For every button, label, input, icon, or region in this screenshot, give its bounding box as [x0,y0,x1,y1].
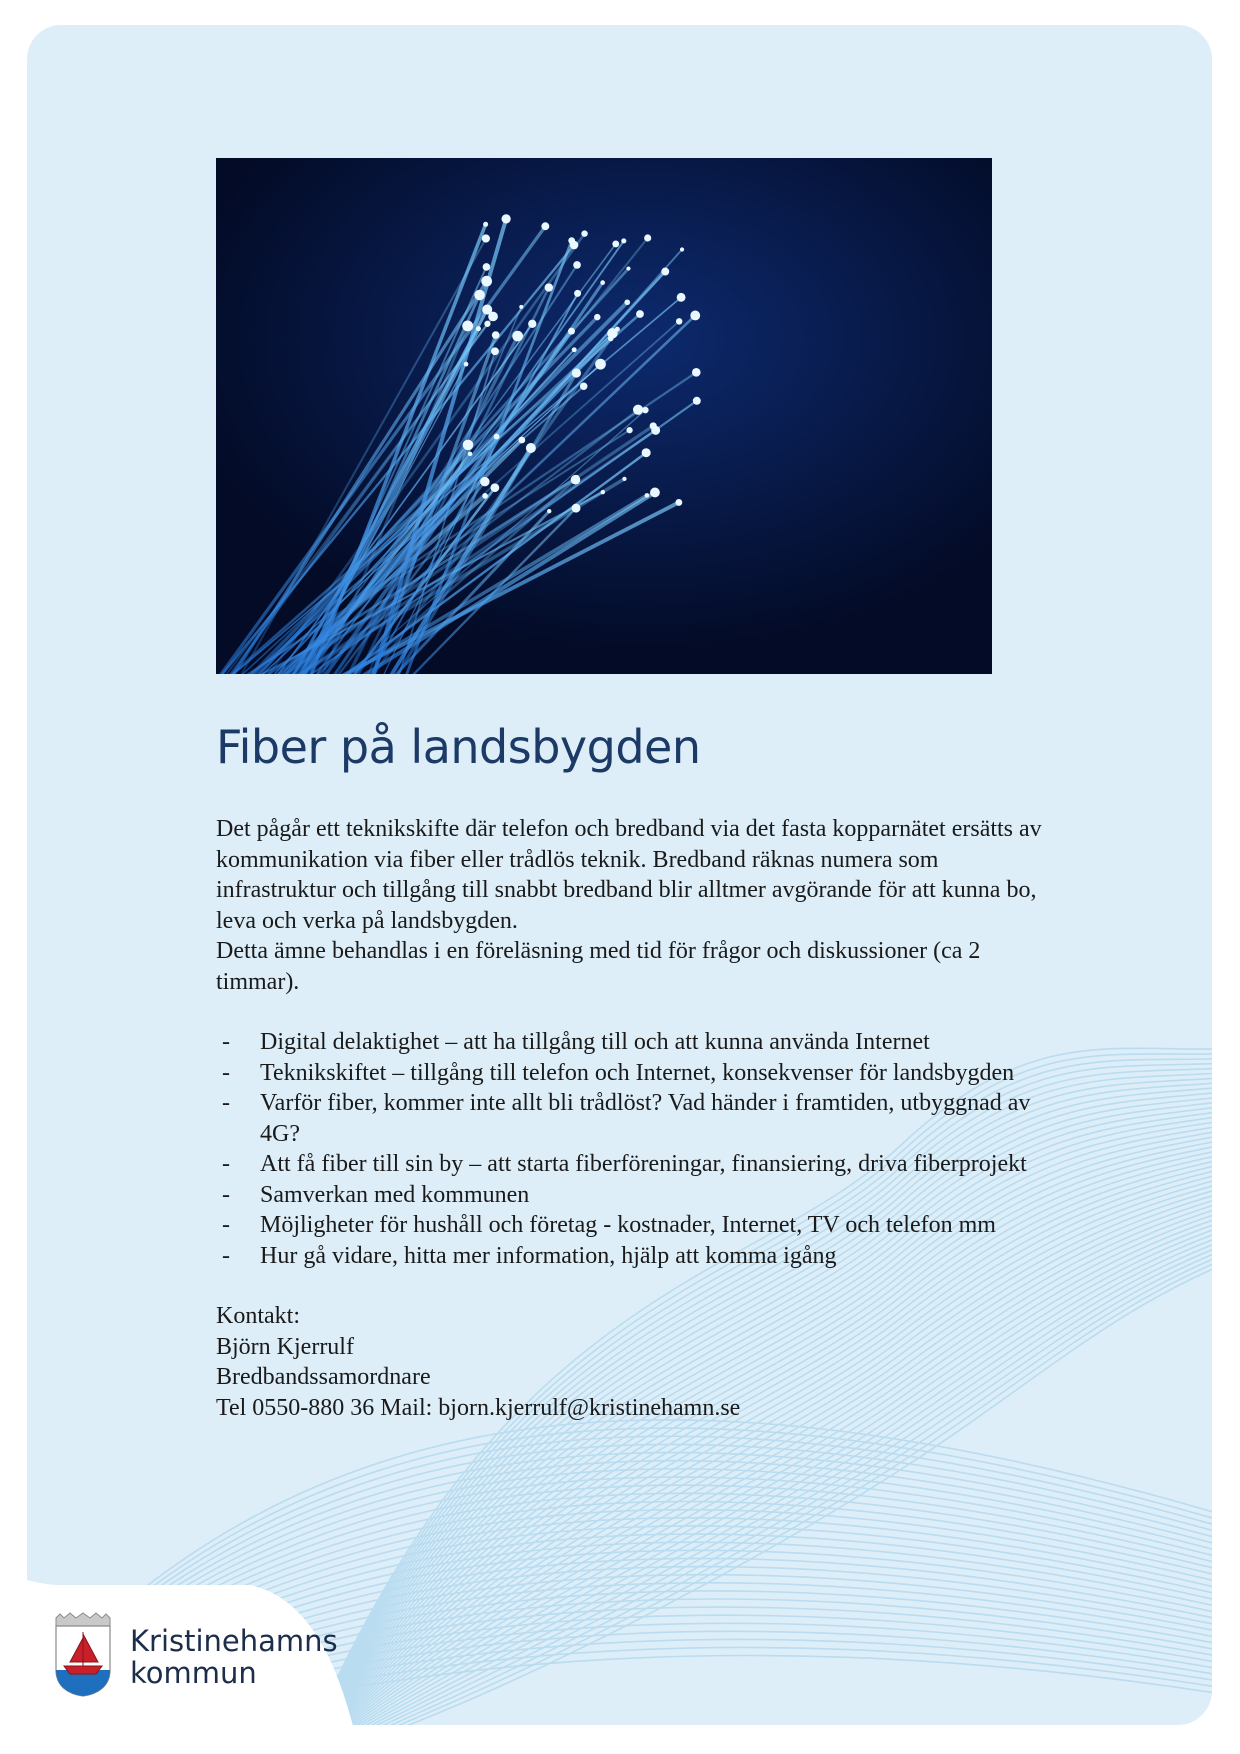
fiber-tip [568,237,575,244]
fiber-tip [568,328,575,335]
fiber-tip [621,238,626,243]
fiber-tip [492,331,500,339]
fiber-tip [528,320,536,328]
contact-name: Björn Kjerrulf [216,1333,354,1360]
logo-text [130,1625,338,1689]
fiber-tip [572,368,581,377]
logo-line-2: kommun [130,1656,257,1690]
fiber-tip [574,475,580,481]
fiber-tip [573,261,581,269]
fiber-tip [483,222,488,227]
fiber-tip [480,477,489,486]
fiber-tip [463,440,474,451]
fiber-tip [594,314,600,320]
fiber-tip [488,312,498,322]
fiber-tip [518,437,525,444]
fiber-tip [482,493,488,499]
fiber-tip [572,347,577,352]
fiber-tip [482,234,490,242]
fiber-tip [615,327,620,332]
topic-list [216,1027,1056,1271]
municipality-logo [50,1605,350,1705]
fiber-optic-photo [216,158,992,674]
fiber-tip [481,276,492,287]
topic-item: - Teknikskiftet – tillgång till telefon och Internet, konsekvenser för landsbygden [216,1058,1056,1089]
page-title: Fiber på landsbygden [216,720,701,774]
fiber-tip [462,320,473,331]
fiber-tip [474,290,485,301]
fiber-tip [484,321,490,327]
fiber-tip [650,422,657,429]
fiber-tip [680,247,684,251]
fiber-tip [612,240,619,247]
fiber-tip [595,359,606,370]
body-text [216,814,1056,1423]
fiber-tip [512,331,523,342]
fiber-tip [580,382,588,390]
fiber-tip [494,434,500,440]
fiber-tip [677,293,686,302]
fiber-tip [572,504,581,513]
fiber-tip [650,488,660,498]
fiber-tip [491,347,499,355]
fiber-tip [645,493,650,498]
topic-item: - Samverkan med kommunen [216,1180,1056,1211]
fiber-optic-cables-image [216,158,992,674]
coat-of-arms-icon [52,1610,114,1698]
fiber-tip [636,310,644,318]
contact-details: Tel 0550-880 36 Mail: bjorn.kjerrulf@kristinehamn.se [216,1394,741,1421]
fiber-tip [581,230,587,236]
fiber-tip [526,443,536,453]
fiber-tip [633,405,643,415]
fiber-tip [692,368,701,377]
topic-item: - Att få fiber till sin by – att starta fiberföreningar, finansiering, driva fiberprojekt [216,1149,1056,1180]
contact-label: Kontakt: [216,1303,300,1329]
logo-line-1: Kristinehamns [130,1624,338,1658]
fiber-tip [600,280,605,285]
topic-item: - Möjligheter för hushåll och företag - kostnader, Internet, TV och telefon mm [216,1210,1056,1241]
fiber-tip [468,452,473,457]
fiber-tip [501,214,510,223]
fiber-tip [642,448,651,457]
contact-block [216,1301,1056,1423]
fiber-tip [545,283,553,291]
contact-role: Bredbandssamordnare [216,1364,431,1390]
fiber-tip [675,499,682,506]
lecture-paragraph: Detta ämne behandlas i en föreläsning med tid för frågor och diskussioner (ca 2 timmar). [216,938,981,995]
intro-paragraph: Det pågår ett teknikskifte där telefon och bredband via det fasta kopparnätet ersätts av kommunikation via fiber eller trådlös teknik. Bredband räknas numera som infrastruktur och tillgång till snabbt bredband blir alltmer avgörande för att kunna bo, leva och verka på landsbygden. [216,816,1042,934]
fiber-tip [574,290,581,297]
topic-item: - Digital delaktighet – att ha tillgång till och att kunna använda Internet [216,1027,1056,1058]
fiber-tip [476,326,481,331]
fiber-tip [490,483,499,492]
fiber-tip [644,234,651,241]
fiber-tip [626,266,630,270]
fiber-tip [483,263,491,271]
fiber-tip [693,397,701,405]
topic-item: - Hur gå vidare, hitta mer information, hjälp att komma igång [216,1241,1056,1272]
fiber-tip [676,318,682,324]
fiber-tip [622,477,626,481]
fiber-tip [661,268,669,276]
fiber-tip [547,509,551,513]
fiber-tip [626,427,632,433]
fiber-tip [541,222,549,230]
fiber-tip [601,490,605,494]
fiber-tip [690,311,700,321]
fiber-tip [624,299,630,305]
fiber-tip [519,305,523,309]
topic-item: - Varför fiber, kommer inte allt bli trådlöst? Vad händer i framtiden, utbyggnad av 4G? [216,1088,1056,1149]
fiber-tip [464,362,469,367]
